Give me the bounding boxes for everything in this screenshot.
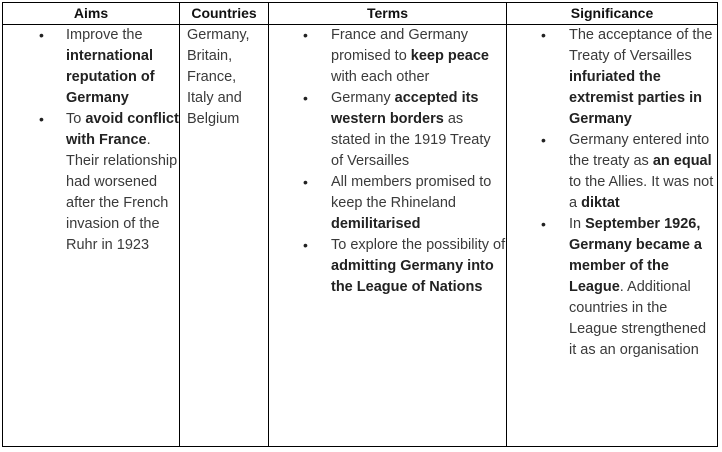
text: with each other: [331, 69, 430, 85]
aims-list: [3, 25, 179, 256]
bold-text: accepted its western borders: [331, 90, 479, 127]
aims-cell: [3, 25, 180, 447]
bold-text: infuriated the extremist parties in Germany: [569, 69, 702, 127]
terms-cell: [269, 25, 507, 447]
list-item: [3, 25, 179, 109]
bold-text: avoid conflict with France: [66, 111, 179, 148]
text: The acceptance of the Treaty of Versailles: [569, 27, 713, 64]
header-significance: Significance: [507, 3, 718, 25]
list-item: [507, 130, 717, 214]
bold-text: diktat: [581, 195, 620, 211]
header-terms: Terms: [269, 3, 507, 25]
text: Improve the: [66, 27, 143, 43]
list-item: [507, 214, 717, 361]
text: Germany: [331, 90, 395, 106]
text: as stated in the 1919 Treaty of Versailles: [331, 111, 491, 169]
text: . Their relationship had worsened after the French invasion of the Ruhr in 1923: [66, 132, 178, 253]
text: To explore the possibility of: [331, 237, 506, 253]
list-item: [269, 172, 506, 235]
bold-text: keep peace: [410, 48, 489, 64]
bold-text: an equal: [652, 153, 712, 169]
text: In: [569, 216, 586, 232]
bold-text: demilitarised: [331, 216, 421, 232]
text: All members promised to keep the Rhineland: [331, 174, 492, 211]
countries-cell: Germany, Britain, France, Italy and Belgium: [180, 25, 269, 447]
significance-cell: [507, 25, 718, 447]
text: France and Germany promised to: [331, 27, 469, 64]
header-row: [3, 3, 718, 25]
list-item: [269, 88, 506, 172]
list-item: [3, 109, 179, 256]
header-countries: Countries: [180, 3, 269, 25]
bold-text: international reputation of Germany: [66, 48, 155, 106]
list-item: [269, 235, 506, 298]
text: To: [66, 111, 86, 127]
bold-text: admitting Germany into the League of Nations: [331, 258, 494, 295]
text: Germany entered into the treaty as: [569, 132, 710, 169]
text: to the Allies. It was not a: [569, 174, 714, 211]
list-item: [507, 25, 717, 130]
bold-text: September 1926, Germany became a member of the League: [569, 216, 702, 295]
terms-list: [269, 25, 506, 298]
list-item: [269, 25, 506, 88]
header-aims: Aims: [3, 3, 180, 25]
significance-list: [507, 25, 717, 361]
locarno-table: [2, 2, 718, 447]
text: . Additional countries in the League strengthened it as an organisation: [569, 279, 707, 358]
content-row: [3, 25, 718, 447]
